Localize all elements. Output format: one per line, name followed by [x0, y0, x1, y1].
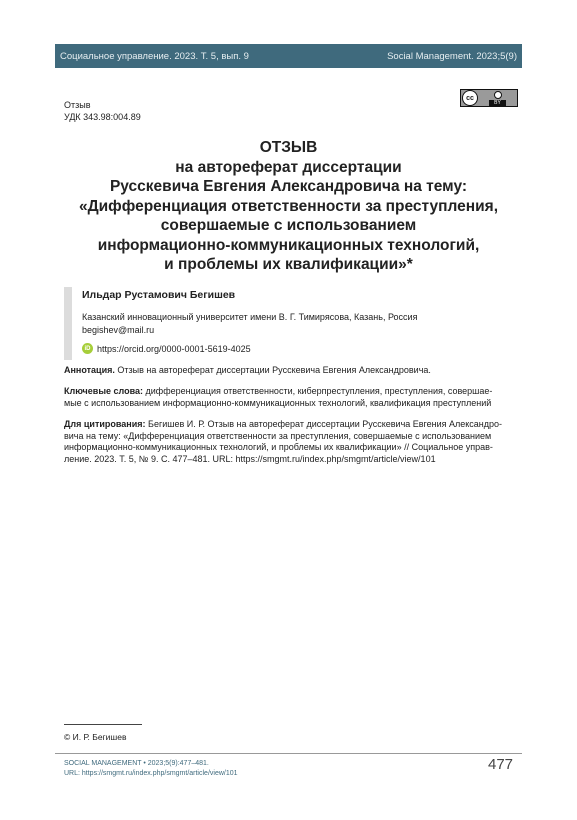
citation-text: вича на тему: «Дифференциация ответственности за преступления, совершаемые с использованием	[64, 430, 492, 441]
cc-by-license-badge[interactable]	[460, 89, 518, 107]
header-journal-ru: Социальное управление. 2023. Т. 5, вып. 9	[60, 50, 249, 62]
title-line: и проблемы их квалификации»*	[164, 256, 413, 273]
by-label: BY	[489, 100, 506, 106]
footnote-divider	[64, 724, 142, 725]
footer-journal: SOCIAL MANAGEMENT • 2023;5(9):477–481.	[64, 760, 209, 767]
page-number: 477	[488, 756, 514, 773]
title-line: информационно-коммуникационных технологий,	[97, 236, 480, 254]
abstract-paragraph	[64, 365, 522, 377]
keywords-paragraph	[64, 386, 522, 409]
author-name: Ильдар Рустамович Бегишев	[82, 289, 236, 301]
keywords-label: Ключевые слова:	[64, 386, 144, 396]
orcid-link[interactable]: https://orcid.org/0000-0001-5619-4025	[97, 343, 251, 354]
article-type: Отзыв	[64, 100, 91, 110]
footer-citation	[64, 759, 238, 779]
title-line: ОТЗЫВ	[259, 139, 318, 156]
citation-text: информационно-коммуникационных технологий, и проблемы их квалификации» // Социальное управ-	[64, 442, 493, 453]
citation-paragraph	[64, 419, 522, 465]
author-affiliation	[82, 311, 417, 337]
attribution-person-icon	[494, 91, 502, 99]
abstract-label: Аннотация.	[64, 365, 115, 375]
title-line: «Дифференциация ответственности за преступления,	[78, 197, 498, 215]
footer-divider	[55, 753, 522, 754]
title-line: совершаемые с использованием	[160, 217, 417, 234]
affiliation-text: Казанский инновационный университет имени В. Г. Тимирясова, Казань, Россия	[82, 312, 418, 322]
copyright-note: © И. Р. Бегишев	[64, 732, 127, 742]
title-line: на автореферат диссертации	[175, 158, 402, 176]
journal-header-bar	[55, 44, 522, 68]
footer-url[interactable]: URL: https://smgmt.ru/index.php/smgmt/article/view/101	[64, 770, 238, 777]
citation-label: Для цитирования:	[64, 419, 146, 429]
keywords-text: дифференциация ответственности, киберпреступления, преступления, совершае-	[143, 386, 493, 396]
author-accent-bar	[64, 287, 72, 360]
citation-text: ление. 2023. Т. 5, № 9. С. 477–481. URL: https://smgmt.ru/index.php/smgmt/article/view/101	[64, 453, 436, 464]
by-icon	[478, 90, 517, 106]
author-email[interactable]: begishev@mail.ru	[82, 325, 155, 335]
title-line: Русскевича Евгения Александровича на тему:	[109, 178, 468, 195]
article-title	[55, 138, 522, 275]
orcid-icon: iD	[82, 343, 93, 354]
udc-code: УДК 343.98:004.89	[64, 112, 141, 122]
cc-icon: cc	[462, 90, 478, 106]
citation-text: Бегишев И. Р. Отзыв на автореферат диссертации Русскевича Евгения Александро-	[145, 419, 503, 429]
orcid-row	[82, 343, 251, 354]
keywords-text: мые с использованием информационно-коммуникационных технологий, квалификация преступлений	[64, 397, 492, 408]
abstract-text: Отзыв на автореферат диссертации Русскевича Евгения Александровича.	[114, 365, 431, 375]
article-meta	[64, 99, 141, 123]
header-journal-en: Social Management. 2023;5(9)	[387, 50, 517, 62]
